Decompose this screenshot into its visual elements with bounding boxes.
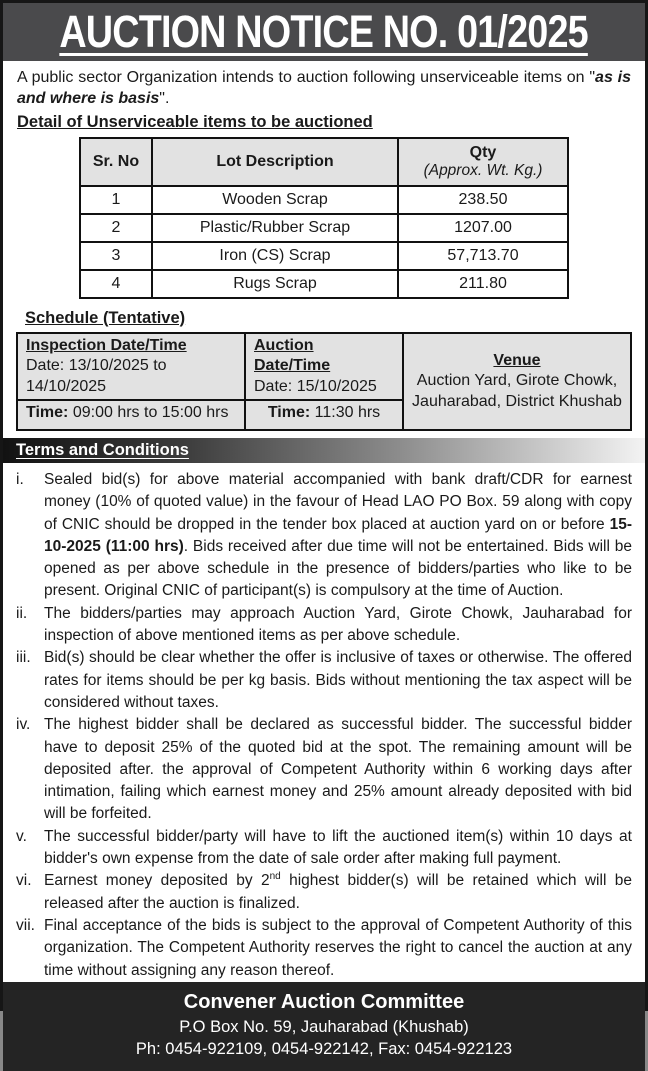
term-marker: vii. (16, 916, 35, 934)
table-row (80, 242, 568, 270)
inspection-date-cell (17, 333, 245, 400)
qty-header-line1: Qty (469, 143, 497, 161)
term-text: The highest bidder shall be declared as successful bidder. The successful bidder have to deposit 25% of the quoted bid at the spot. The remaining amount will be deposited after. the approval of Competent Authority within 6 working days after intimation, failing which earnest money and 25% amount already deposited with bid will be forfeited. (44, 716, 632, 823)
sr-no-header: Sr. No (80, 138, 152, 186)
term-item (16, 915, 632, 982)
schedule-heading: Schedule (Tentative) (25, 308, 186, 327)
term-text: Earnest money deposited by 2nd highest bidder(s) will be retained which will be released after the auction is finalized. (44, 871, 632, 912)
auction-time-label: Time: (267, 404, 311, 421)
notice-banner (3, 3, 645, 61)
inspection-time-cell (17, 400, 245, 430)
sr-no-cell: 2 (80, 214, 152, 242)
table-row (80, 214, 568, 242)
lot-description-cell: Plastic/Rubber Scrap (152, 214, 398, 242)
term-marker: i. (16, 471, 24, 488)
term-marker: v. (16, 827, 27, 845)
committee-name: Convener Auction Committee (183, 990, 465, 1013)
table-row (80, 186, 568, 214)
term-marker: vi. (16, 872, 32, 890)
inspection-time-value: 09:00 hrs to 15:00 hrs (68, 404, 229, 421)
page-title: AUCTION NOTICE NO. 01/2025 (59, 6, 589, 57)
term-text: Final acceptance of the bids is subject to the approval of Competent Authority of this organization. The Competent Authority reserves the right to cancel the auction at any time without assigning any reason thereof. (44, 916, 632, 979)
sr-no-cell: 3 (80, 242, 152, 270)
auction-title: Auction Date/Time (254, 336, 331, 375)
po-box-address: P.O Box No. 59, Jauharabad (Khushab) (179, 1017, 469, 1036)
inspection-title: Inspection Date/Time (26, 336, 187, 354)
auction-time-cell (245, 400, 403, 430)
lot-description-cell: Iron (CS) Scrap (152, 242, 398, 270)
auction-date-cell (245, 333, 403, 400)
term-item (16, 469, 632, 603)
terms-conditions-bar (3, 438, 645, 463)
auction-date: Date: 15/10/2025 (254, 377, 377, 395)
venue-title: Venue (493, 351, 541, 369)
lot-description-cell: Rugs Scrap (152, 270, 398, 298)
term-item (16, 870, 632, 915)
inspection-date: Date: 13/10/2025 to 14/10/2025 (26, 357, 167, 395)
schedule-table (16, 332, 632, 431)
table-row (80, 270, 568, 298)
schedule-row-dates (17, 333, 631, 400)
term-text: The successful bidder/party will have to lift the auctioned item(s) within 10 days at bidder's own expense from the date of sale order after making full payment. (44, 827, 632, 868)
inspection-time-label: Time: (26, 404, 69, 421)
term-item (16, 826, 632, 871)
term-item (16, 603, 632, 648)
intro-paragraph (17, 68, 631, 110)
term-marker: iv. (16, 716, 31, 734)
auction-time-value: 11:30 hrs (310, 404, 381, 421)
terms-list (3, 463, 645, 982)
sr-no-cell: 4 (80, 270, 152, 298)
lot-description-header: Lot Description (152, 138, 398, 186)
intro-emphasis: as is and where is basis (17, 69, 631, 107)
notice-footer (3, 982, 645, 1071)
terms-conditions-heading: Terms and Conditions (16, 441, 189, 459)
term-text: The bidders/parties may approach Auction Yard, Girote Chowk, Jauharabad for inspection of above mentioned items as per above schedule. (44, 604, 632, 645)
notice-body (3, 61, 645, 431)
header-row (80, 138, 568, 186)
items-table (79, 137, 569, 299)
qty-header-line2: (Approx. Wt. Kg.) (423, 161, 543, 179)
qty-cell: 57,713.70 (398, 242, 568, 270)
qty-cell: 1207.00 (398, 214, 568, 242)
detail-heading: Detail of Unserviceable items to be auctioned (17, 112, 373, 131)
sr-no-cell: 1 (80, 186, 152, 214)
intro-text-suffix: ". (159, 89, 170, 107)
venue-address: Auction Yard, Girote Chowk, Jauharabad, District Khushab (412, 372, 622, 410)
qty-header (398, 138, 568, 186)
qty-cell: 211.80 (398, 270, 568, 298)
intro-text-prefix: A public sector Organization intends to auction following unserviceable items on " (17, 69, 596, 86)
term-marker: iii. (16, 649, 31, 667)
term-item (16, 647, 632, 714)
qty-cell: 238.50 (398, 186, 568, 214)
term-text: Sealed bid(s) for above material accompanied with bank draft/CDR for earnest money (10% of quoted value) in the favour of Head LAO PO Box. 59 along with copy of CNIC should be dropped in the tender box placed at auction yard on or before 15-10-2025 (11:00 hrs). Bids received after due time will not be entertained. Bids will be opened as per above schedule in the presence of bidders/parties who like to be present. Original CNIC of participant(s) is compulsory at the time of Auction. (44, 471, 632, 600)
items-table-body (80, 186, 568, 298)
term-marker: ii. (16, 604, 28, 622)
term-text: Bid(s) should be clear whether the offer is inclusive of taxes or otherwise. The offered rates for items should be per kg basis. Bids without mentioning the tax aspect will be considered without taxes. (44, 649, 632, 711)
lot-description-cell: Wooden Scrap (152, 186, 398, 214)
venue-cell (403, 333, 631, 430)
phone-fax-numbers: Ph: 0454-922109, 0454-922142, Fax: 0454-922123 (135, 1039, 513, 1058)
items-table-header (80, 138, 568, 186)
term-item (16, 714, 632, 825)
